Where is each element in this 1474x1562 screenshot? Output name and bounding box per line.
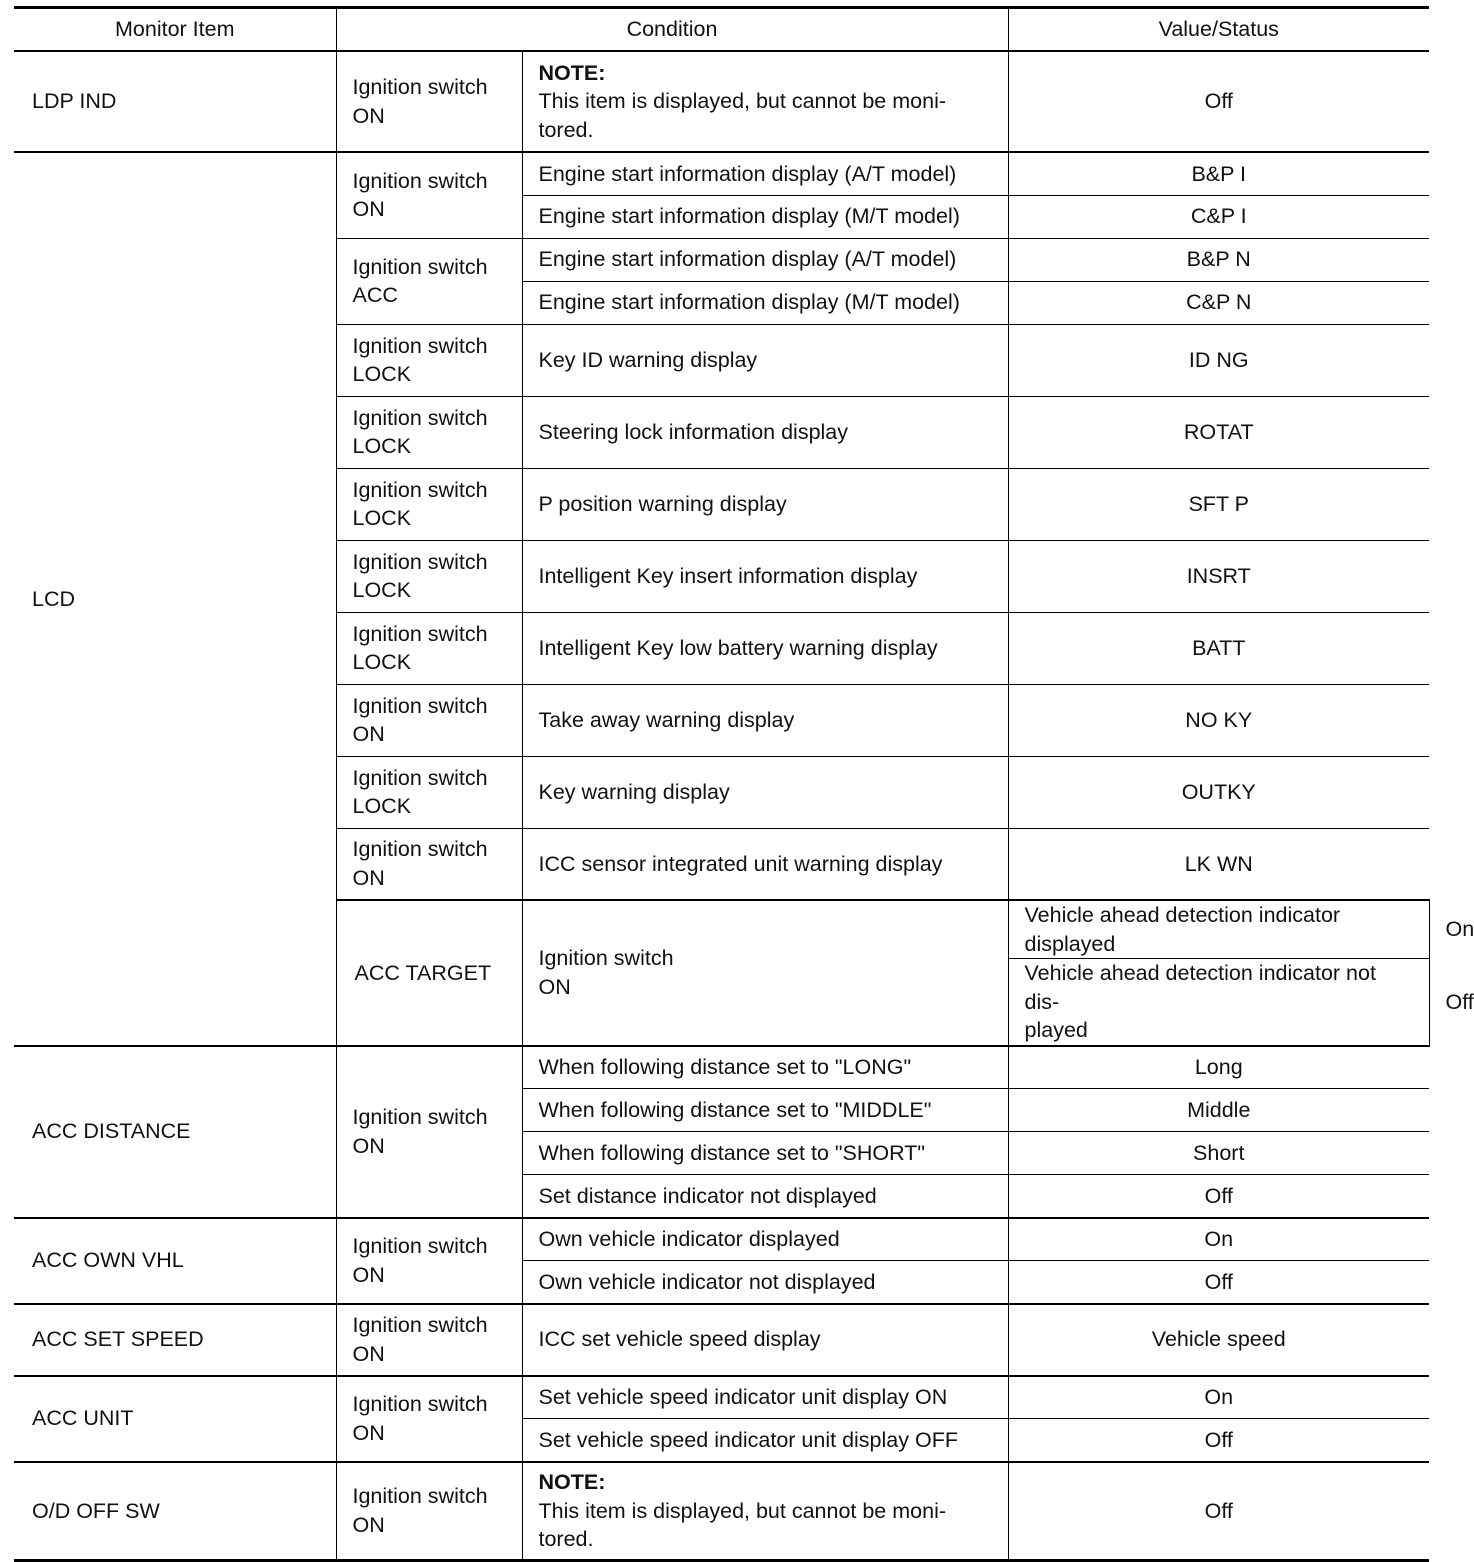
note-cell [522,51,1008,152]
table-row: Vehicle ahead detection indicator not dis- played Off [14,959,1429,1046]
ignition-state: ON [352,197,385,222]
condition-cell: Set distance indicator not displayed [522,1175,1008,1218]
ignition-state: LOCK [352,506,412,530]
ignition-label: Ignition switch [352,333,488,358]
value-cell: Short [1008,1132,1429,1175]
note-title: NOTE: [538,60,606,85]
ignition-cell [522,900,1008,1046]
condition-cell: Set vehicle speed indicator unit display ON [522,1376,1008,1419]
ignition-cell [336,828,522,900]
table-row [14,1218,1429,1261]
table-row [14,1046,1429,1089]
ignition-label: Ignition switch [538,946,674,971]
value-cell: Long [1008,1046,1429,1089]
table-row [14,152,1429,195]
note-text: tored. [538,117,594,142]
ignition-label: Ignition switch [352,621,488,646]
condition-cell: Vehicle ahead detection indicator displayed [1008,900,1429,959]
monitor-item-cell: LDP IND [14,51,336,152]
value-cell: INSRT [1008,540,1429,612]
monitor-item-cell: ACC UNIT [14,1376,336,1462]
ignition-cell [336,324,522,396]
value-cell: OUTKY [1008,756,1429,828]
value-cell: Middle [1008,1089,1429,1132]
monitor-item-cell: ACC TARGET [336,900,522,1046]
table-row [14,51,1429,152]
ignition-label: Ignition switch [352,477,488,502]
condition-cell: Intelligent Key low battery warning display [522,612,1008,684]
ignition-label: Ignition switch [352,1392,488,1416]
condition-cell: Engine start information display (M/T model) [522,281,1008,324]
condition-text: Vehicle ahead detection indicator not dis- [1024,961,1376,1014]
ignition-cell [336,1046,522,1218]
condition-cell: Set vehicle speed indicator unit display OFF [522,1419,1008,1462]
ignition-label: Ignition switch [352,1105,488,1129]
ignition-state: ON [352,1512,385,1537]
value-cell: LK WN [1008,828,1429,900]
value-cell: On [1008,1218,1429,1261]
note-text: tored. [538,1527,594,1551]
ignition-label: Ignition switch [352,837,488,862]
value-cell: B&P I [1008,152,1429,195]
value-cell: BATT [1008,612,1429,684]
value-cell: NO KY [1008,684,1429,756]
note-text: This item is displayed, but cannot be moni- [538,89,947,114]
condition-cell: Intelligent Key insert information display [522,540,1008,612]
condition-cell [1008,959,1429,1046]
condition-cell: Engine start information display (A/T model) [522,152,1008,195]
ignition-state: ON [352,1133,385,1158]
value-cell: ROTAT [1008,396,1429,468]
ignition-state: ACC [352,283,398,307]
ignition-cell [336,396,522,468]
ignition-cell [336,756,522,828]
table-row [14,1376,1429,1419]
ignition-state: LOCK [352,434,412,458]
ignition-state: ON [352,103,385,128]
ignition-state: LOCK [352,794,412,818]
condition-cell: Take away warning display [522,684,1008,756]
ignition-label: Ignition switch [352,1484,488,1509]
ignition-cell [336,1218,522,1304]
ignition-cell [336,612,522,684]
note-title: NOTE: [538,1470,606,1494]
value-cell: SFT P [1008,468,1429,540]
ignition-state: ON [352,1420,385,1445]
ignition-cell [336,1376,522,1462]
note-text: This item is displayed, but cannot be moni- [538,1498,947,1523]
ignition-cell [336,540,522,612]
ignition-cell [336,238,522,324]
value-cell: C&P N [1008,281,1429,324]
table-row [14,1462,1429,1561]
value-cell: Off [1008,51,1429,152]
monitor-item-cell: O/D OFF SW [14,1462,336,1561]
condition-cell: When following distance set to "MIDDLE" [522,1089,1008,1132]
ignition-state: ON [538,974,571,999]
ignition-cell [336,468,522,540]
ignition-state: LOCK [352,650,412,674]
value-cell: Off [1008,1419,1429,1462]
ignition-label: Ignition switch [352,693,488,718]
table-row: ACC TARGET Ignition switch ON Vehicle ahead detection indicator displayed On [14,900,1429,959]
ignition-cell [336,1304,522,1376]
ignition-state: LOCK [352,578,412,602]
condition-text: played [1024,1018,1088,1042]
ignition-state: ON [352,1262,385,1287]
ignition-label: Ignition switch [352,75,488,99]
ignition-cell [336,1462,522,1561]
ignition-state: LOCK [352,362,412,386]
ignition-state: ON [352,722,385,746]
ignition-label: Ignition switch [352,254,488,279]
condition-cell: Key ID warning display [522,324,1008,396]
header-condition: Condition [336,8,1008,52]
condition-cell: When following distance set to "LONG" [522,1046,1008,1089]
condition-cell: ICC set vehicle speed display [522,1304,1008,1376]
ignition-label: Ignition switch [352,1234,488,1258]
condition-cell: Steering lock information display [522,396,1008,468]
ignition-label: Ignition switch [352,405,488,430]
value-cell: Off [1008,1175,1429,1218]
monitor-item-cell: ACC OWN VHL [14,1218,336,1304]
value-cell: Vehicle speed [1008,1304,1429,1376]
ignition-state: ON [352,865,385,890]
value-cell: B&P N [1008,238,1429,281]
condition-cell: Own vehicle indicator not displayed [522,1261,1008,1304]
table-row [14,1304,1429,1376]
value-cell: Off [1008,1261,1429,1304]
ignition-cell [336,152,522,238]
condition-cell: Own vehicle indicator displayed [522,1218,1008,1261]
value-cell: ID NG [1008,324,1429,396]
monitor-item-cell: LCD [14,152,336,1046]
header-row [14,8,1429,52]
ignition-cell [336,684,522,756]
condition-cell: ICC sensor integrated unit warning display [522,828,1008,900]
ignition-label: Ignition switch [352,765,488,790]
value-cell: Off [1008,1462,1429,1561]
condition-cell: When following distance set to "SHORT" [522,1132,1008,1175]
note-cell [522,1462,1008,1561]
header-monitor-item: Monitor Item [14,8,336,52]
monitor-item-cell: ACC DISTANCE [14,1046,336,1218]
value-cell: On [1008,1376,1429,1419]
ignition-state: ON [352,1341,385,1366]
ignition-cell [336,51,522,152]
ignition-label: Ignition switch [352,549,488,574]
condition-cell: Engine start information display (M/T model) [522,195,1008,238]
condition-cell: P position warning display [522,468,1008,540]
condition-cell: Engine start information display (A/T model) [522,238,1008,281]
condition-cell: Key warning display [522,756,1008,828]
header-value-status: Value/Status [1008,8,1429,52]
monitor-item-cell: ACC SET SPEED [14,1304,336,1376]
ignition-label: Ignition switch [352,1313,488,1337]
ignition-label: Ignition switch [352,168,488,193]
monitor-table [14,6,1474,1562]
value-cell: C&P I [1008,195,1429,238]
